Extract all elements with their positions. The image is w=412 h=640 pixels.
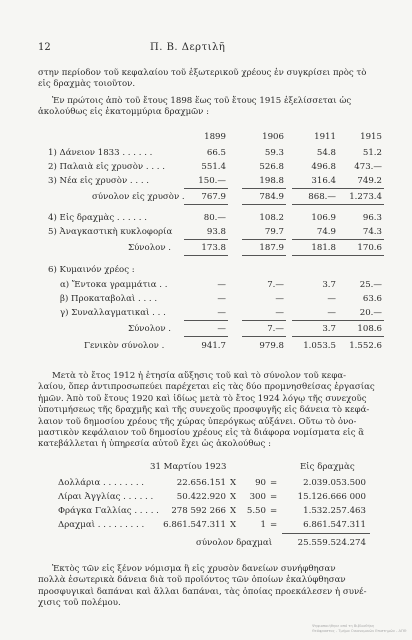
- amount: 50.422.920: [176, 492, 226, 502]
- cell: 51.2: [362, 148, 382, 158]
- equals: =: [270, 506, 278, 516]
- text-line: χισις τοῦ πολέμου.: [38, 598, 121, 609]
- grand-total-label: Γενικὸν σύνολον .: [84, 341, 165, 351]
- cell: 198.8: [259, 176, 284, 186]
- text-line: στην περίοδον τοῦ κεφαλαίου τοῦ ἐξωτερικοῦ χρέους ἐν συγκρίσει πρὸς τὸ: [38, 68, 367, 78]
- rule: [242, 188, 286, 189]
- text-line: λαίου, ὅπερ ἀντιπροσωπεύει παρέχεται εἰς τὰς δύο προμνησθείσας ἐργασίας: [38, 382, 375, 393]
- drachmas: 15.126.666 000: [297, 492, 366, 502]
- cell: 941.7: [201, 341, 226, 351]
- times: X: [230, 492, 237, 502]
- rule: [184, 204, 228, 205]
- rule: [184, 255, 228, 256]
- equals: =: [270, 520, 278, 530]
- row-label: α) Ἔντοκα γραμμάτια . .: [60, 280, 168, 290]
- text-line: εἰς δραχμὰς τοιοῦτον.: [38, 79, 136, 90]
- equals: =: [270, 478, 278, 488]
- row-label: 2) Παλαιὰ εἰς χρυσὸν . . . .: [48, 162, 165, 172]
- cell: 74.9: [316, 227, 336, 237]
- paragraph-3: [38, 371, 376, 451]
- cell: 63.6: [362, 294, 382, 304]
- rule: [184, 239, 228, 240]
- rate: 90: [255, 478, 266, 488]
- cell: 181.8: [311, 243, 336, 253]
- rule: [338, 239, 384, 240]
- rule: [242, 255, 286, 256]
- row-label: β) Προκαταβολαὶ . . . .: [60, 294, 158, 304]
- intro-paragraph: [38, 68, 376, 91]
- cell: 979.8: [259, 341, 284, 351]
- digitization-watermark: [312, 624, 406, 633]
- cell: —: [217, 280, 226, 290]
- paragraph-2: [38, 96, 376, 119]
- drachma-header: Εἰς δραχμὰς: [300, 462, 355, 472]
- rule: [338, 320, 384, 321]
- cell: 1.273.4: [349, 192, 382, 202]
- cell: 868.—: [308, 192, 336, 202]
- row-label: Δολλάρια . . . . . . . .: [58, 478, 145, 488]
- cell: —: [217, 294, 226, 304]
- rule: [292, 239, 338, 240]
- watermark-line: Θεόφραστος - Τμήμα Οικονομικών Επιστημών - ΑΠΘ: [312, 628, 407, 633]
- cell: 551.4: [201, 162, 226, 172]
- drachmas: 1.532.257.463: [303, 506, 366, 516]
- rule: [292, 188, 338, 189]
- rule: [292, 336, 338, 337]
- cell: 108.2: [259, 213, 284, 223]
- watermark-line: Ψηφιοποιήθηκε από τη Βιβλιοθήκη: [312, 624, 375, 628]
- rule: [282, 533, 370, 534]
- text-line: ἡμῶν. Ἀπὸ τοῦ ἔτους 1920 καὶ ἰδίως μετὰ τὸ ἔτος 1924 λόγῳ τῆς συνεχοῦς: [38, 393, 367, 404]
- year-header: 1906: [262, 132, 284, 142]
- text-line: Ἐν πρώτοις ἀπὸ τοῦ ἔτους 1898 ἕως τοῦ ἔτους 1915 ἐξελίσσεται ὡς: [52, 96, 352, 106]
- amount: 22.656.151: [176, 478, 226, 488]
- times: X: [230, 520, 237, 530]
- drachmas: 6.861.547.311: [303, 520, 366, 530]
- subtotal-label: σύνολον εἰς χρυσὸν .: [92, 192, 185, 202]
- cell: 473.—: [354, 162, 382, 172]
- rule: [242, 204, 286, 205]
- subtotal-label: Σύνολον .: [128, 324, 172, 334]
- cell: 316.4: [311, 176, 336, 186]
- cell: —: [327, 308, 336, 318]
- row-label: Φράγκα Γαλλίας . . . . .: [58, 506, 159, 516]
- cell: 767.9: [201, 192, 226, 202]
- drachmas: 2.039.053.500: [303, 478, 366, 488]
- rule: [184, 188, 228, 189]
- cell: 7.—: [267, 324, 284, 334]
- paragraph-4: [38, 564, 376, 610]
- cell: 66.5: [206, 148, 226, 158]
- cell: 80.—: [203, 213, 226, 223]
- total-value: 25.559.524.274: [297, 538, 366, 548]
- rule: [338, 188, 384, 189]
- equals: =: [270, 492, 278, 502]
- rule: [184, 320, 228, 321]
- row-label: 1) Δάνειον 1833 . . . . . .: [48, 148, 153, 158]
- cell: 784.9: [259, 192, 284, 202]
- amount: 278 592 266: [171, 506, 226, 516]
- cell: 496.8: [311, 162, 336, 172]
- row-label: 5) Ἀναγκαστικὴ κυκλοφορία: [48, 227, 173, 237]
- year-header: 1915: [360, 132, 382, 142]
- rule: [338, 255, 384, 256]
- cell: 106.9: [311, 213, 336, 223]
- cell: 20.—: [359, 308, 382, 318]
- rate: 5.50: [246, 506, 266, 516]
- text-line: προσφυγικαὶ δαπάναι καὶ ἄλλαι δαπάναι, τὰς ὁποίας προεκάλεσεν ἡ συνέ-: [38, 586, 367, 597]
- rule: [292, 255, 338, 256]
- cell: 150.—: [198, 176, 226, 186]
- times: X: [230, 506, 237, 516]
- cell: 25.—: [359, 280, 382, 290]
- section-heading: 6) Κυμαινόν χρέος :: [48, 265, 135, 275]
- cell: —: [327, 294, 336, 304]
- year-header: 1911: [314, 132, 336, 142]
- rate: 1: [260, 520, 266, 530]
- cell: —: [217, 308, 226, 318]
- cell: 7.—: [267, 280, 284, 290]
- rule: [184, 336, 228, 337]
- year-header: 1899: [204, 132, 226, 142]
- cell: 170.6: [357, 243, 382, 253]
- cell: —: [217, 324, 226, 334]
- text-line: Μετὰ τὸ ἔτος 1912 ἡ ἐτησία αὔξησις τοῦ καὶ τὸ σύνολον τοῦ κεφα-: [52, 371, 347, 381]
- cell: 74.3: [362, 227, 382, 237]
- subtotal-label: Σύνολον .: [128, 243, 172, 253]
- cell: 108.6: [357, 324, 382, 334]
- row-label: γ) Συναλλαγματικαὶ . . .: [60, 308, 166, 318]
- rule: [242, 320, 286, 321]
- row-label: 3) Νέα εἰς χρυσὸν . . . .: [48, 176, 150, 186]
- rule: [338, 336, 384, 337]
- text-line: Ἐκτὸς τῶν εἰς ξένον νόμισμα ἢ εἰς χρυσὸν δανείων συνήφθησαν: [52, 564, 336, 574]
- cell: 1.552.6: [349, 341, 382, 351]
- rate: 300: [249, 492, 266, 502]
- text-line: ἀκολούθως εἰς ἑκατομμύρια δραχμῶν :: [38, 107, 210, 118]
- text-line: πολλὰ ἐσωτερικὰ δάνεια διὰ τοῦ προϊόντος τῶν ὁποίων ἐκαλύφθησαν: [38, 575, 346, 586]
- cell: 93.8: [206, 227, 226, 237]
- cell: 59.3: [264, 148, 284, 158]
- times: X: [230, 478, 237, 488]
- rule: [242, 336, 286, 337]
- cell: 3.7: [322, 324, 336, 334]
- row-label: Δραχμαὶ . . . . . . . . .: [58, 520, 145, 530]
- total-label: σύνολον δραχμαὶ: [196, 538, 273, 548]
- cell: 187.9: [259, 243, 284, 253]
- page-number: 12: [38, 42, 51, 53]
- cell: 3.7: [322, 280, 336, 290]
- text-line: κατεβάλλεται ἡ ὑπηρεσία αὐτοῦ ἔχει ὡς ἀκολούθως :: [38, 439, 271, 450]
- amount: 6.861.547.311: [163, 520, 226, 530]
- cell: 749.2: [357, 176, 382, 186]
- rule: [242, 239, 286, 240]
- cell: 79.7: [264, 227, 284, 237]
- cell: 54.8: [316, 148, 336, 158]
- rule: [292, 204, 338, 205]
- rule: [338, 204, 384, 205]
- cell: 526.8: [259, 162, 284, 172]
- row-label: Λίραι Ἀγγλίας . . . . . .: [58, 492, 154, 502]
- date-header: 31 Μαρτίου 1923: [150, 462, 227, 472]
- text-line: ὑποτιμήσεως τῆς δραχμῆς καὶ τῆς συνεχοῦς προσφυγῆς εἰς δάνεια τὸ κεφά-: [38, 405, 370, 416]
- text-line: λαιον τοῦ δημοσίου χρέους τῆς χώρας ὑπερόγκως αὐξάνει. Οὕτω τὸ ὀνο-: [38, 416, 357, 427]
- cell: —: [275, 294, 284, 304]
- running-header: Π. Β. Δερτιλῆ: [150, 42, 226, 53]
- cell: 173.8: [201, 243, 226, 253]
- text-line: μαστικὸν κεφάλαιον τοῦ δημοσίου χρέους εἰς τὰ διάφορα νομίσματα εἰς ἃ: [38, 428, 365, 439]
- cell: —: [275, 308, 284, 318]
- rule: [292, 320, 338, 321]
- cell: 96.3: [362, 213, 382, 223]
- row-label: 4) Εἰς δραχμὰς . . . . . .: [48, 213, 147, 223]
- cell: 1.053.5: [303, 341, 336, 351]
